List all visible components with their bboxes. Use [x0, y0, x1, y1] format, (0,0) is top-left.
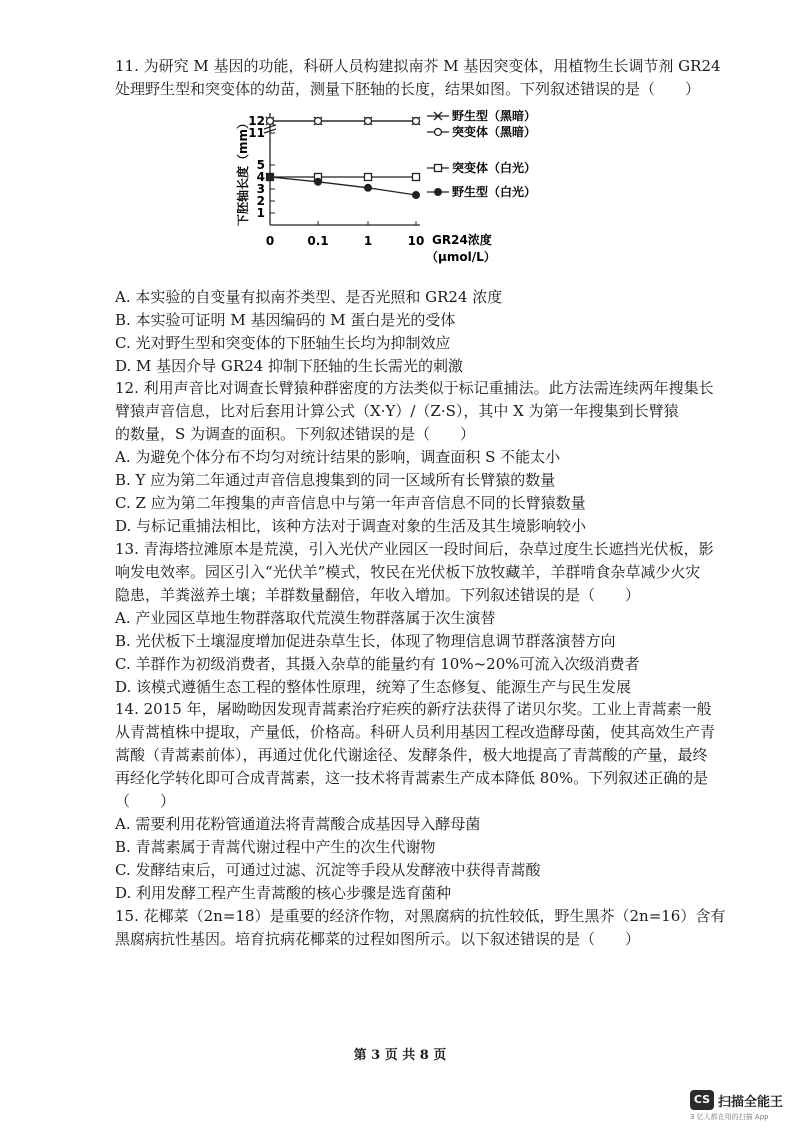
x-tick-label: 0 — [265, 234, 275, 248]
text-line: 响发电效率。园区引入“光伏羊”模式，牧民在光伏板下放牧藏羊，羊群啃食杂草减少火灾 — [115, 563, 701, 581]
x-axis-unit: （μmol/L） — [426, 250, 496, 264]
text-line: B. 青蒿素属于青蒿代谢过程中产生的次生代谢物 — [115, 838, 436, 856]
text-line: 15. 花椰菜（2n=18）是重要的经济作物，对黑腐病的抗性较低，野生黑芥（2n=16）含有 — [115, 907, 726, 925]
text-line: D. 该模式遵循生态工程的整体性原理，统筹了生态修复、能源生产与民生发展 — [115, 678, 632, 696]
x-axis-label: GR24浓度 — [432, 233, 492, 247]
y-tick-label: 11 — [248, 126, 265, 140]
legend-marker — [435, 189, 442, 196]
text-line: 隐患，羊粪滋养土壤；羊群数量翻倍，年收入增加。下列叙述错误的是（ ） — [115, 586, 641, 604]
legend-label: 野生型（白光） — [452, 185, 537, 199]
text-line: 黑腐病抗性基因。培育抗病花椰菜的过程如图所示。以下叙述错误的是（ ） — [115, 930, 641, 948]
y-tick-label: 2 — [256, 194, 265, 208]
text-line: B. Y 应为第二年通过声音信息搜集到的同一区域所有长臂猿的数量 — [115, 471, 556, 489]
text-line: C. Z 应为第二年搜集的声音信息中与第一年声音信息不同的长臂猿数量 — [115, 494, 586, 512]
legend-marker — [435, 165, 442, 172]
text-line: D. M 基因介导 GR24 抑制下胚轴的生长需光的刺激 — [115, 357, 464, 375]
data-point — [365, 118, 372, 125]
text-line: B. 本实验可证明 M 基因编码的 M 蛋白是光的受体 — [115, 311, 456, 329]
text-line: 的数量，S 为调查的面积。下列叙述错误的是（ ） — [115, 425, 476, 443]
page-number-footer: 第 3 页 共 8 页 — [353, 1048, 447, 1063]
scanner-watermark — [690, 1090, 792, 1124]
y-tick-label: 3 — [256, 182, 265, 196]
data-point — [267, 118, 274, 125]
text-line: 臂猿声音信息，比对后套用计算公式（X·Y）/（Z·S），其中 X 为第一年搜集到长臂猿 — [115, 402, 679, 420]
chart-legend — [427, 108, 536, 199]
text-line: （ ） — [115, 792, 176, 810]
text-line: C. 光对野生型和突变体的下胚轴生长均为抑制效应 — [115, 334, 451, 352]
chart-series — [266, 117, 420, 199]
x-tick-label: 1 — [363, 234, 373, 248]
text-line: 蒿酸（青蒿素前体），再通过优化代谢途径、发酵条件，极大地提高了青蒿酸的产量，最终 — [115, 746, 708, 764]
text-line: 14. 2015 年，屠呦呦因发现青蒿素治疗疟疾的新疗法获得了诺贝尔奖。工业上青蒿素一般 — [115, 700, 712, 718]
chart-ticks — [248, 114, 424, 248]
watermark-app-name: 扫描全能王 — [718, 1095, 784, 1110]
text-line: 从青蒿植株中提取，产量低，价格高。科研人员利用基因工程改造酵母菌，使其高效生产青 — [115, 723, 716, 741]
text-line: 再经化学转化即可合成青蒿素，这一技术将青蒿素生产成本降低 80%。下列叙述正确的是 — [115, 769, 709, 787]
series-line — [270, 177, 416, 195]
text-line: A. 产业园区草地生物群落取代荒漠生物群落属于次生演替 — [115, 609, 496, 627]
legend-marker — [435, 129, 442, 136]
legend-label: 突变体（白光） — [452, 161, 537, 175]
text-line: C. 发酵结束后，可通过过滤、沉淀等手段从发酵液中获得青蒿酸 — [115, 861, 541, 879]
text-line: D. 利用发酵工程产生青蒿酸的核心步骤是选育菌种 — [115, 884, 452, 902]
data-point — [365, 184, 372, 191]
text-line: D. 与标记重捕法相比，该种方法对于调查对象的生活及其生境影响较小 — [115, 517, 587, 535]
y-axis-label: 下胚轴长度（mm） — [236, 116, 250, 226]
text-line: 13. 青海塔拉滩原本是荒漠，引入光伏产业园区一段时间后，杂草过度生长遮挡光伏板，影 — [115, 540, 714, 558]
data-point — [365, 174, 372, 181]
data-point — [267, 174, 274, 181]
data-point — [315, 178, 322, 185]
y-tick-label: 12 — [248, 114, 265, 128]
text-line: A. 为避免个体分布不均匀对统计结果的影响，调查面积 S 不能太小 — [115, 448, 561, 466]
data-point — [413, 192, 420, 199]
hypocotyl-length-chart — [225, 108, 555, 273]
legend-label: 野生型（黑暗） — [452, 109, 537, 123]
x-tick-label: 10 — [407, 234, 425, 248]
data-point — [315, 118, 322, 125]
data-point — [413, 174, 420, 181]
text-line: C. 羊群作为初级消费者，其摄入杂草的能量约有 10%~20%可流入次级消费者 — [115, 655, 640, 673]
text-line: 11. 为研究 M 基因的功能，科研人员构建拟南芥 M 基因突变体，用植物生长调节剂 GR24 — [115, 57, 721, 75]
legend-label: 突变体（黑暗） — [452, 125, 537, 139]
data-point — [413, 118, 420, 125]
text-line: A. 本实验的自变量有拟南芥类型、是否光照和 GR24 浓度 — [115, 288, 503, 306]
text-line: 12. 利用声音比对调查长臂猿种群密度的方法类似于标记重捕法。此方法需连续两年搜集长 — [115, 379, 714, 397]
x-tick-label: 0.1 — [307, 234, 329, 248]
text-line: A. 需要利用花粉管通道法将青蒿酸合成基因导入酵母菌 — [115, 815, 481, 833]
y-tick-label: 5 — [256, 158, 265, 172]
y-tick-label: 1 — [256, 206, 265, 220]
text-line: 处理野生型和突变体的幼苗，测量下胚轴的长度，结果如图。下列叙述错误的是（ ） — [115, 80, 701, 98]
text-line: B. 光伏板下土壤湿度增加促进杂草生长，体现了物理信息调节群落演替方向 — [115, 632, 616, 650]
y-tick-label: 4 — [256, 170, 265, 184]
camscanner-logo-icon: CS — [690, 1090, 714, 1110]
watermark-tagline: 3 亿人都在用的扫描 App — [690, 1113, 769, 1121]
